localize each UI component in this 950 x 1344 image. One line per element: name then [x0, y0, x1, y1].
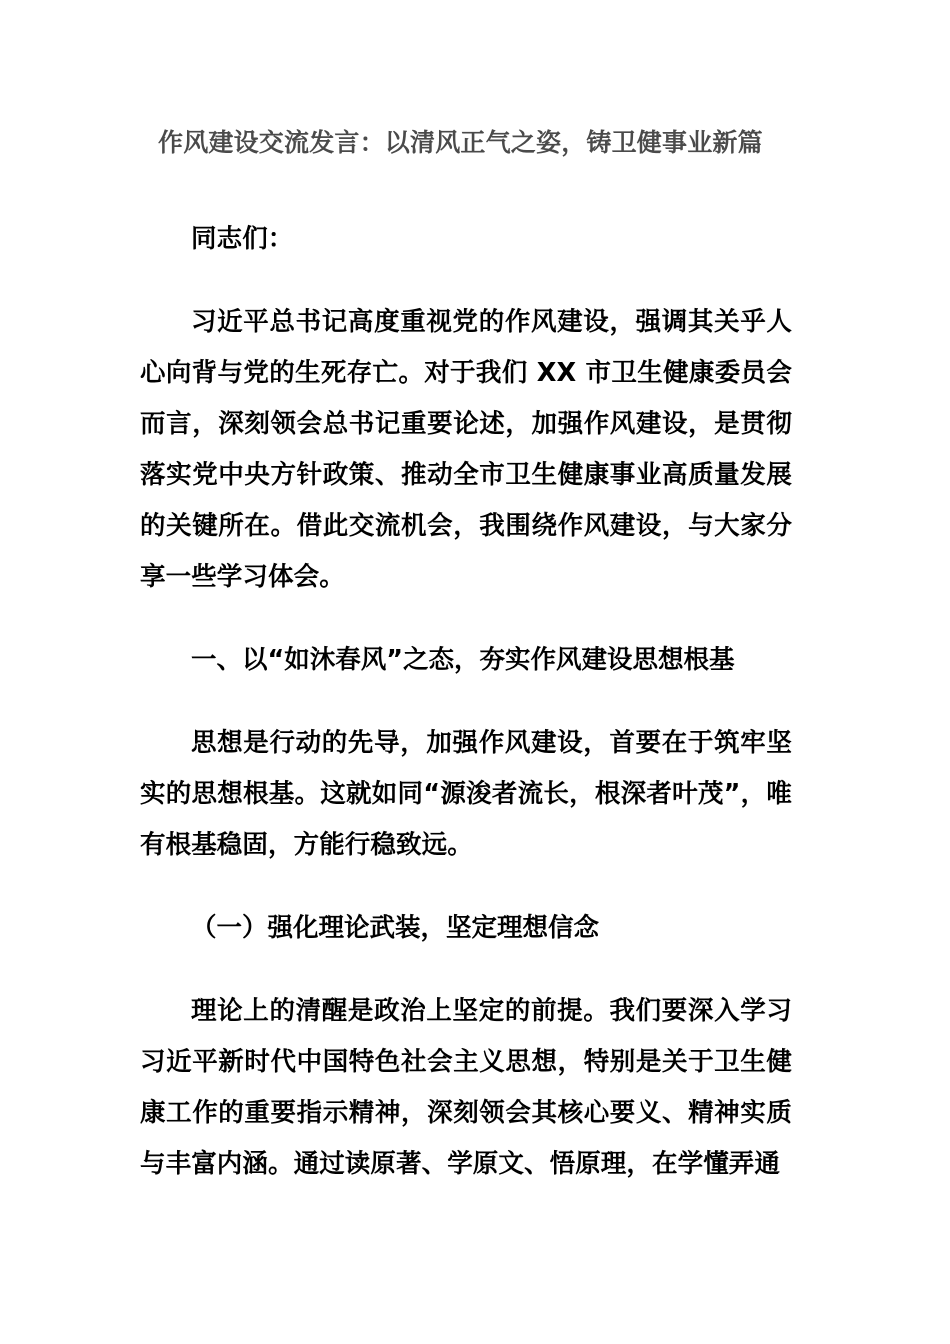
spacer-after-title [140, 160, 792, 214]
section-heading-one: 一、以“如沐春风”之态，夯实作风建设思想根基 [191, 645, 735, 675]
spacer [140, 603, 792, 635]
spacer [140, 871, 792, 903]
paragraph-section-one-lead: 思想是行动的先导，加强作风建设，首要在于筑牢坚实的思想根基。这就如同“源浚者流长，根深者叶茂”，唯有根基稳固，方能行稳致远。 [140, 728, 792, 860]
subsection-heading-one-a: （一）强化理论武装，坚定理想信念 [191, 913, 600, 943]
paragraph-intro: 习近平总书记高度重视党的作风建设，强调其关乎人心向背与党的生死存亡。对于我们 XX 市卫生健康委员会而言，深刻领会总书记重要论述，加强作风建设，是贯彻落实党中央方针政策、推动全市卫生健康事业高质量发展的关键所在。借此交流机会，我围绕作风建设，与大家分享一些学习体会。 [140, 307, 792, 592]
spacer [140, 686, 792, 718]
salutation: 同志们： [191, 224, 294, 254]
page-title: 作风建设交流发言：以清风正气之姿，铸卫健事业新篇 [158, 128, 763, 157]
document-body [140, 0, 792, 1190]
paragraph-subsection-one-a: 理论上的清醒是政治上坚定的前提。我们要深入学习习近平新时代中国特色社会主义思想，特别是关于卫生健康工作的重要指示精神，深刻领会其核心要义、精神实质与丰富内涵。通过读原著、学原文、悟原理，在学懂弄通 [140, 996, 792, 1179]
spacer [140, 265, 792, 297]
spacer [140, 954, 792, 986]
